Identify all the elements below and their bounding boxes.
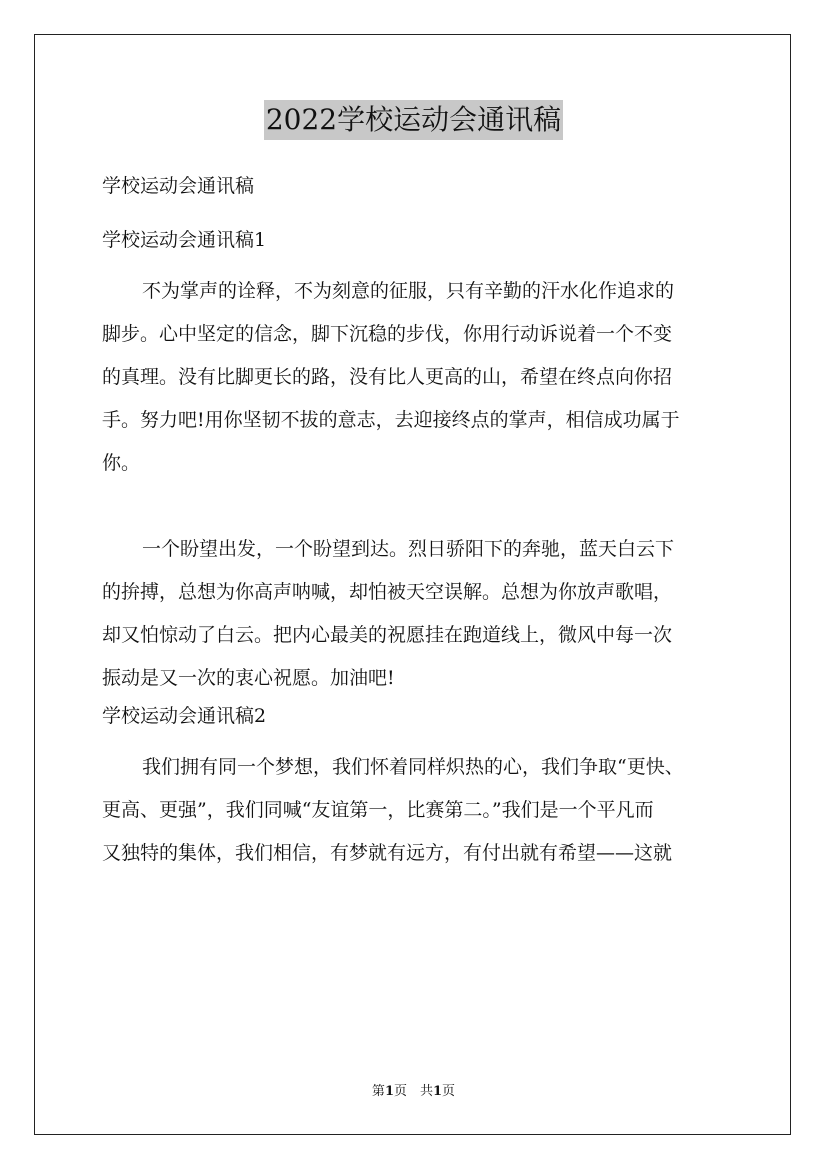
paragraph-line: 却又怕惊动了白云。把内心最美的祝愿挂在跑道线上，微风中每一次 [102,624,673,646]
footer-page-prefix: 第 [371,1084,385,1099]
paragraph-line: 的真理。没有比脚更长的路，没有比人更高的山，希望在终点向你招 [102,366,673,388]
paragraph-line: 我们拥有同一个梦想，我们怀着同样炽热的心，我们争取“更快、 [142,756,684,778]
paragraph-line: 的拚搏，总想为你高声呐喊，却怕被天空误解。总想为你放声歌唱， [102,581,673,603]
paragraph-line: 又独特的集体，我们相信，有梦就有远方，有付出就有希望——这就 [102,842,673,864]
paragraph-line: 手。努力吧!用你坚韧不拔的意志，去迎接终点的掌声，相信成功属于 [102,409,680,431]
title-container [0,100,827,140]
document-title: 2022学校运动会通讯稿 [264,100,563,140]
footer-page-number: 1 [384,1084,394,1099]
paragraph-2 [102,528,732,700]
paragraph-line: 脚步。心中坚定的信念，脚下沉稳的步伐，你用行动诉说着一个不变 [102,323,673,345]
paragraph-line: 不为掌声的诠释，不为刻意的征服，只有辛勤的汗水化作追求的 [142,280,675,302]
footer-page-mid: 页 共 [393,1084,433,1099]
paragraph-line: 你。 [102,452,141,474]
section-heading-1: 学校运动会通讯稿1 [102,229,267,251]
footer-page-suffix: 页 [442,1084,456,1099]
page-footer [0,1083,827,1101]
footer-page-total: 1 [433,1084,443,1099]
document-body [102,172,732,875]
paragraph-line: 更高、更强”，我们同喊“友谊第一，比赛第二。”我们是一个平凡而 [102,799,654,821]
section-heading-2: 学校运动会通讯稿2 [102,705,267,727]
paragraph-line: 一个盼望出发，一个盼望到达。烈日骄阳下的奔驰，蓝天白云下 [142,538,675,560]
paragraph-3 [102,746,732,875]
paragraph-1 [102,270,732,485]
document-subtitle: 学校运动会通讯稿 [102,175,255,197]
paragraph-line: 振动是又一次的衷心祝愿。加油吧! [102,667,395,689]
